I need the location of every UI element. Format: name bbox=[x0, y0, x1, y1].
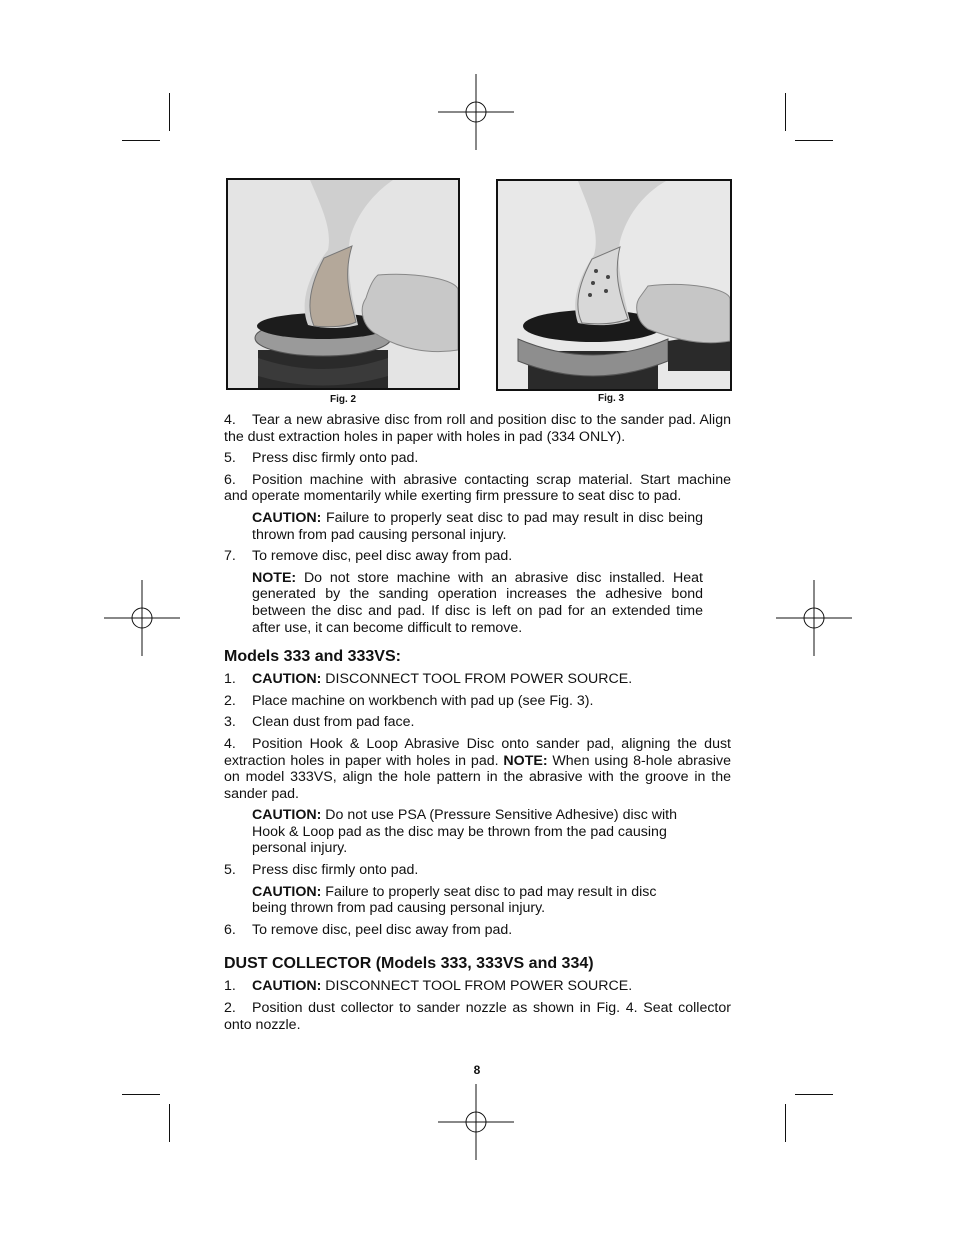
crop-mark bbox=[785, 93, 786, 131]
models-step-4: 4. Position Hook & Loop Abrasive Disc onto sander pad, aligning the dust extraction holes in paper with holes in pad. NOTE: When using 8-hole abrasive on model 333VS, align the hole pattern in the abrasive with the groove in the sander pad. bbox=[224, 735, 732, 802]
figure-2-caption: Fig. 2 bbox=[330, 394, 357, 405]
models-step-3: 3. Clean dust from pad face. bbox=[224, 714, 415, 731]
models-step-6: 6. To remove disc, peel disc away from pad. bbox=[224, 921, 513, 938]
registration-mark bbox=[438, 1084, 514, 1160]
models-heading: Models 333 and 333VS: bbox=[224, 648, 401, 666]
crop-mark bbox=[122, 140, 160, 141]
figure-3-photo bbox=[496, 179, 732, 391]
dust-step-1: 1. CAUTION: DISCONNECT TOOL FROM POWER SOURCE. bbox=[224, 978, 633, 995]
step-5: 5. Press disc firmly onto pad. bbox=[224, 450, 419, 467]
instruction-text bbox=[224, 412, 731, 1038]
registration-mark bbox=[438, 74, 514, 150]
step-4: 4. Tear a new abrasive disc from roll and position disc to the sander pad. Align the dust extraction holes in paper with holes in pad (334 ONLY). bbox=[224, 412, 731, 445]
crop-mark bbox=[795, 1094, 833, 1095]
crop-mark bbox=[795, 140, 833, 141]
dust-step-2: 2. Position dust collector to sander nozzle as shown in Fig. 4. Seat collector onto nozzle. bbox=[224, 1000, 731, 1033]
step-7: 7. To remove disc, peel disc away from pad. bbox=[224, 548, 513, 565]
storage-note: NOTE: Do not store machine with an abrasive disc installed. Heat generated by the sanding operation increases the adhesive bond between the disc and pad. If disc is left on pad for an extended time after use, it can become difficult to remove. bbox=[252, 569, 703, 636]
figure-2-photo bbox=[226, 178, 460, 390]
models-step-1: 1. CAUTION: DISCONNECT TOOL FROM POWER SOURCE. bbox=[224, 671, 633, 688]
models-step-5: 5. Press disc firmly onto pad. bbox=[224, 862, 419, 879]
caution-note: CAUTION: Failure to properly seat disc to pad may result in disc being thrown from pad causing personal injury. bbox=[252, 509, 703, 543]
crop-mark bbox=[122, 1094, 160, 1095]
crop-mark bbox=[785, 1104, 786, 1142]
registration-mark bbox=[776, 580, 852, 656]
crop-mark bbox=[169, 1104, 170, 1142]
figure-3-caption: Fig. 3 bbox=[598, 393, 625, 404]
page-number: 8 bbox=[473, 1063, 481, 1077]
registration-mark bbox=[104, 580, 180, 656]
psa-caution-note: CAUTION: Do not use PSA (Pressure Sensitive Adhesive) disc with Hook & Loop pad as the disc may be thrown from the pad causing personal injury. bbox=[252, 807, 678, 857]
step-6: 6. Position machine with abrasive contacting scrap material. Start machine and operate momentarily while exerting firm pressure to seat disc to pad. bbox=[224, 471, 731, 505]
models-step-2: 2. Place machine on workbench with pad up (see Fig. 3). bbox=[224, 692, 594, 709]
crop-mark bbox=[169, 93, 170, 131]
dust-collector-heading: DUST COLLECTOR (Models 333, 333VS and 334) bbox=[224, 955, 594, 973]
seat-caution-note: CAUTION: Failure to properly seat disc to pad may result in disc being thrown from pad causing personal injury. bbox=[252, 883, 657, 917]
